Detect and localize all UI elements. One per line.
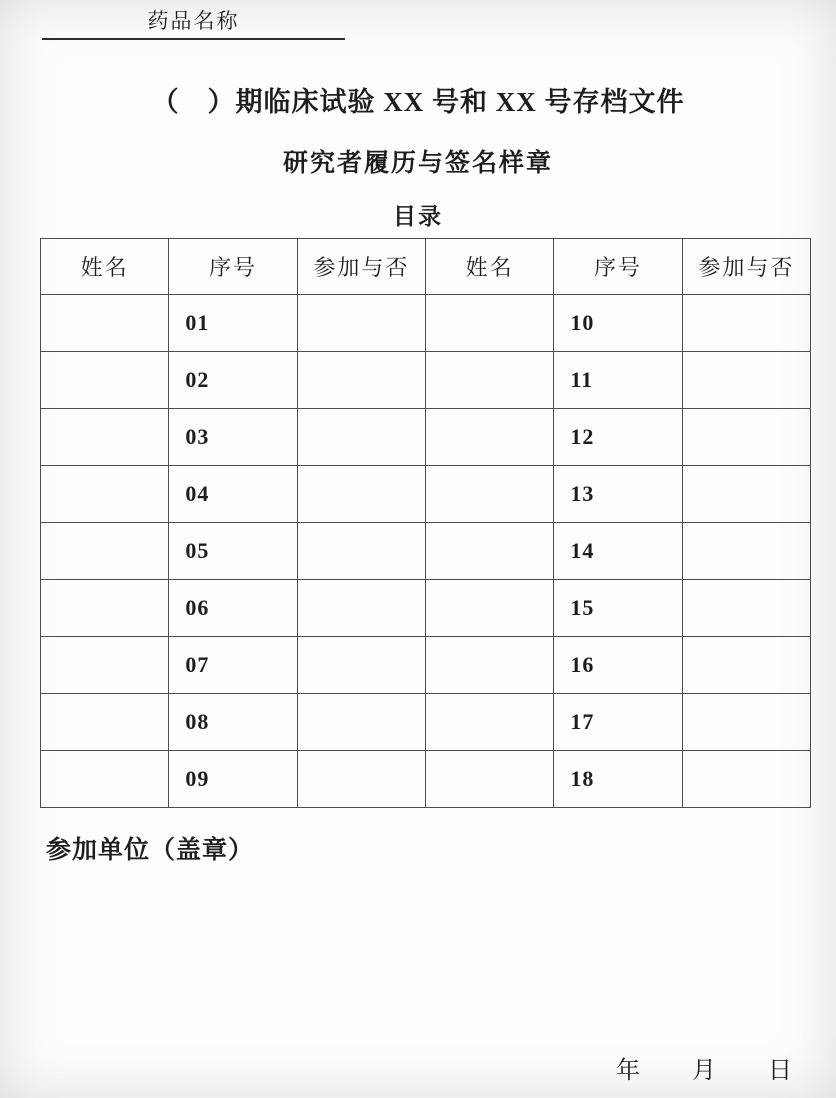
- participation-cell: [682, 466, 810, 523]
- serial-cell: 12: [554, 409, 682, 466]
- table-row: [41, 523, 811, 580]
- serial-cell: 15: [554, 580, 682, 637]
- participation-cell: [682, 580, 810, 637]
- serial-cell: 08: [169, 694, 297, 751]
- participation-cell: [297, 523, 425, 580]
- name-cell: [425, 637, 553, 694]
- serial-cell: 13: [554, 466, 682, 523]
- name-cell: [41, 637, 169, 694]
- participation-cell: [297, 694, 425, 751]
- date-line: [616, 1050, 792, 1085]
- header-participation-left: 参加与否: [297, 239, 425, 295]
- participation-cell: [682, 409, 810, 466]
- participation-cell: [682, 352, 810, 409]
- table-header-row: [41, 239, 811, 295]
- name-cell: [41, 409, 169, 466]
- header-participation-right: 参加与否: [682, 239, 810, 295]
- name-cell: [41, 466, 169, 523]
- serial-cell: 07: [169, 637, 297, 694]
- serial-cell: 01: [169, 295, 297, 352]
- date-month-label: 月: [692, 1058, 716, 1084]
- serial-cell: 05: [169, 523, 297, 580]
- header-name-right: 姓名: [425, 239, 553, 295]
- participation-cell: [682, 295, 810, 352]
- participation-cell: [297, 409, 425, 466]
- table-row: [41, 580, 811, 637]
- serial-cell: 02: [169, 352, 297, 409]
- directory-table: [40, 238, 811, 808]
- header-serial-right: 序号: [554, 239, 682, 295]
- serial-cell: 16: [554, 637, 682, 694]
- participation-cell: [297, 295, 425, 352]
- table-row: [41, 637, 811, 694]
- table-row: [41, 751, 811, 808]
- serial-cell: 03: [169, 409, 297, 466]
- date-year-label: 年: [616, 1058, 640, 1084]
- table-row: [41, 466, 811, 523]
- name-cell: [41, 751, 169, 808]
- name-cell: [425, 295, 553, 352]
- document-title: （ ）期临床试验 XX 号和 XX 号存档文件: [151, 87, 685, 117]
- name-cell: [425, 751, 553, 808]
- name-cell: [425, 409, 553, 466]
- name-cell: [41, 694, 169, 751]
- participation-cell: [297, 466, 425, 523]
- name-cell: [425, 466, 553, 523]
- unit-seal-label: 参加单位（盖章）: [46, 837, 255, 864]
- name-cell: [41, 523, 169, 580]
- participation-cell: [682, 751, 810, 808]
- header-serial-left: 序号: [169, 239, 297, 295]
- name-cell: [425, 352, 553, 409]
- table-row: [41, 409, 811, 466]
- participation-cell: [682, 637, 810, 694]
- date-day-label: 日: [768, 1058, 792, 1084]
- header-name-left: 姓名: [41, 239, 169, 295]
- name-cell: [41, 295, 169, 352]
- name-cell: [41, 580, 169, 637]
- participation-cell: [297, 751, 425, 808]
- name-cell: [41, 352, 169, 409]
- serial-cell: 14: [554, 523, 682, 580]
- table-row: [41, 352, 811, 409]
- serial-cell: 17: [554, 694, 682, 751]
- participation-cell: [682, 523, 810, 580]
- serial-cell: 11: [554, 352, 682, 409]
- document-subtitle: 研究者履历与签名样章: [282, 150, 553, 177]
- name-cell: [425, 580, 553, 637]
- participation-cell: [682, 694, 810, 751]
- participation-cell: [297, 637, 425, 694]
- table-row: [41, 295, 811, 352]
- serial-cell: 04: [169, 466, 297, 523]
- name-cell: [425, 694, 553, 751]
- serial-cell: 09: [169, 751, 297, 808]
- participation-cell: [297, 352, 425, 409]
- drug-name-blank: 药品名称: [42, 4, 345, 40]
- name-cell: [425, 523, 553, 580]
- participation-cell: [297, 580, 425, 637]
- toc-title: 目录: [393, 204, 443, 229]
- serial-cell: 06: [169, 580, 297, 637]
- table-row: [41, 694, 811, 751]
- serial-cell: 18: [554, 751, 682, 808]
- serial-cell: 10: [554, 295, 682, 352]
